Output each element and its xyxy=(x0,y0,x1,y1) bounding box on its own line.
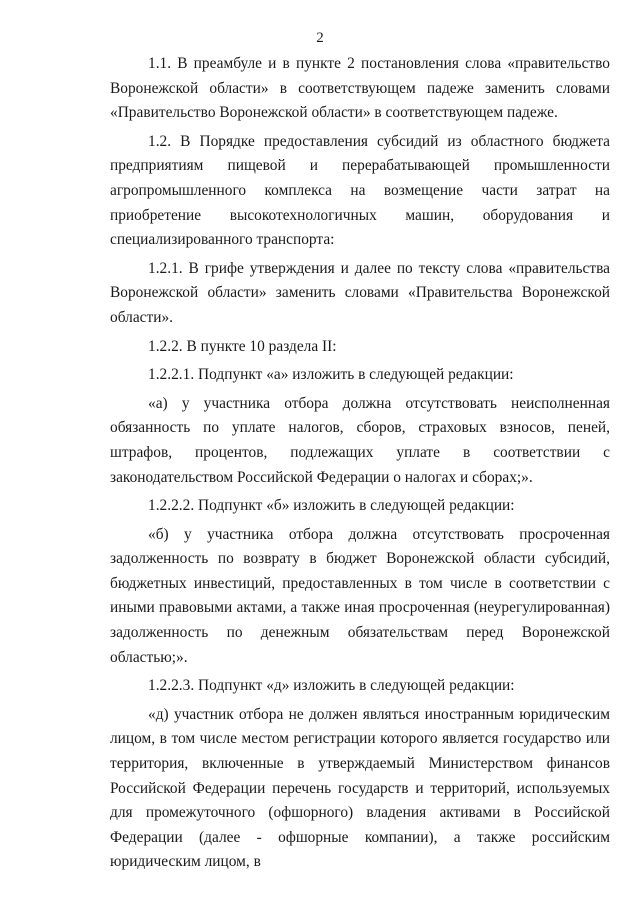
subitem-b-text: «б) у участника отбора должна отсутствовать просроченная задолженность по возврату в бюджет Воронежской области субсидий, бюджетных инвестиций, предоставленных в том числе в соответствии с иными правовыми актами, а также иная просроченная (неурегулированная) задолженность по денежным обязательствам перед Воронежской областью;». xyxy=(110,525,610,666)
page-number: 2 xyxy=(316,30,324,46)
paragraph-1-2-2: 1.2.2. В пункте 10 раздела II: xyxy=(148,337,337,355)
subitem-d-text: «д) участник отбора не должен являться иностранным юридическим лицом, в том числе местом регистрации которого является государство или территория, включенные в утверждаемый Министерством финансов Российской Федерации перечень государств и территорий, используемых для промежуточного (офшорного) владения активами в Российской Федерации (далее - офшорные компании), а также российским юридическим лицом, в xyxy=(110,705,610,871)
paragraph-1-2-1: 1.2.1. В грифе утверждения и далее по тексту слова «правительства Воронежской области» заменить словами «Правительства Воронежской области». xyxy=(110,259,610,326)
subitem-a-text: «а) у участника отбора должна отсутствовать неисполненная обязанность по уплате налогов, сборов, страховых взносов, пеней, штрафов, процентов, подлежащих уплате в соответствии с законодательством Российской Федерации о налогах и сборах;». xyxy=(110,394,610,486)
paragraph-1-2-2-2: 1.2.2.2. Подпункт «б» изложить в следующей редакции: xyxy=(148,497,515,515)
paragraph-1-2: 1.2. В Порядке предоставления субсидий из областного бюджета предприятиям пищевой и перерабатывающей промышленности агропромышленного комплекса на возмещение части затрат на приобретение высокотехнологичных машин, оборудования и специализированного транспорта: xyxy=(110,132,610,249)
paragraph-1-2-2-3: 1.2.2.3. Подпункт «д» изложить в следующей редакции: xyxy=(148,677,515,695)
paragraph-1-2-2-1: 1.2.2.1. Подпункт «а» изложить в следующей редакции: xyxy=(148,366,514,384)
document-body xyxy=(110,52,610,879)
paragraph-1-1: 1.1. В преамбуле и в пункте 2 постановления слова «правительство Воронежской области» в соответствующем падеже заменить словами «Правительство Воронежской области» в соответствующем падеже. xyxy=(110,55,610,122)
